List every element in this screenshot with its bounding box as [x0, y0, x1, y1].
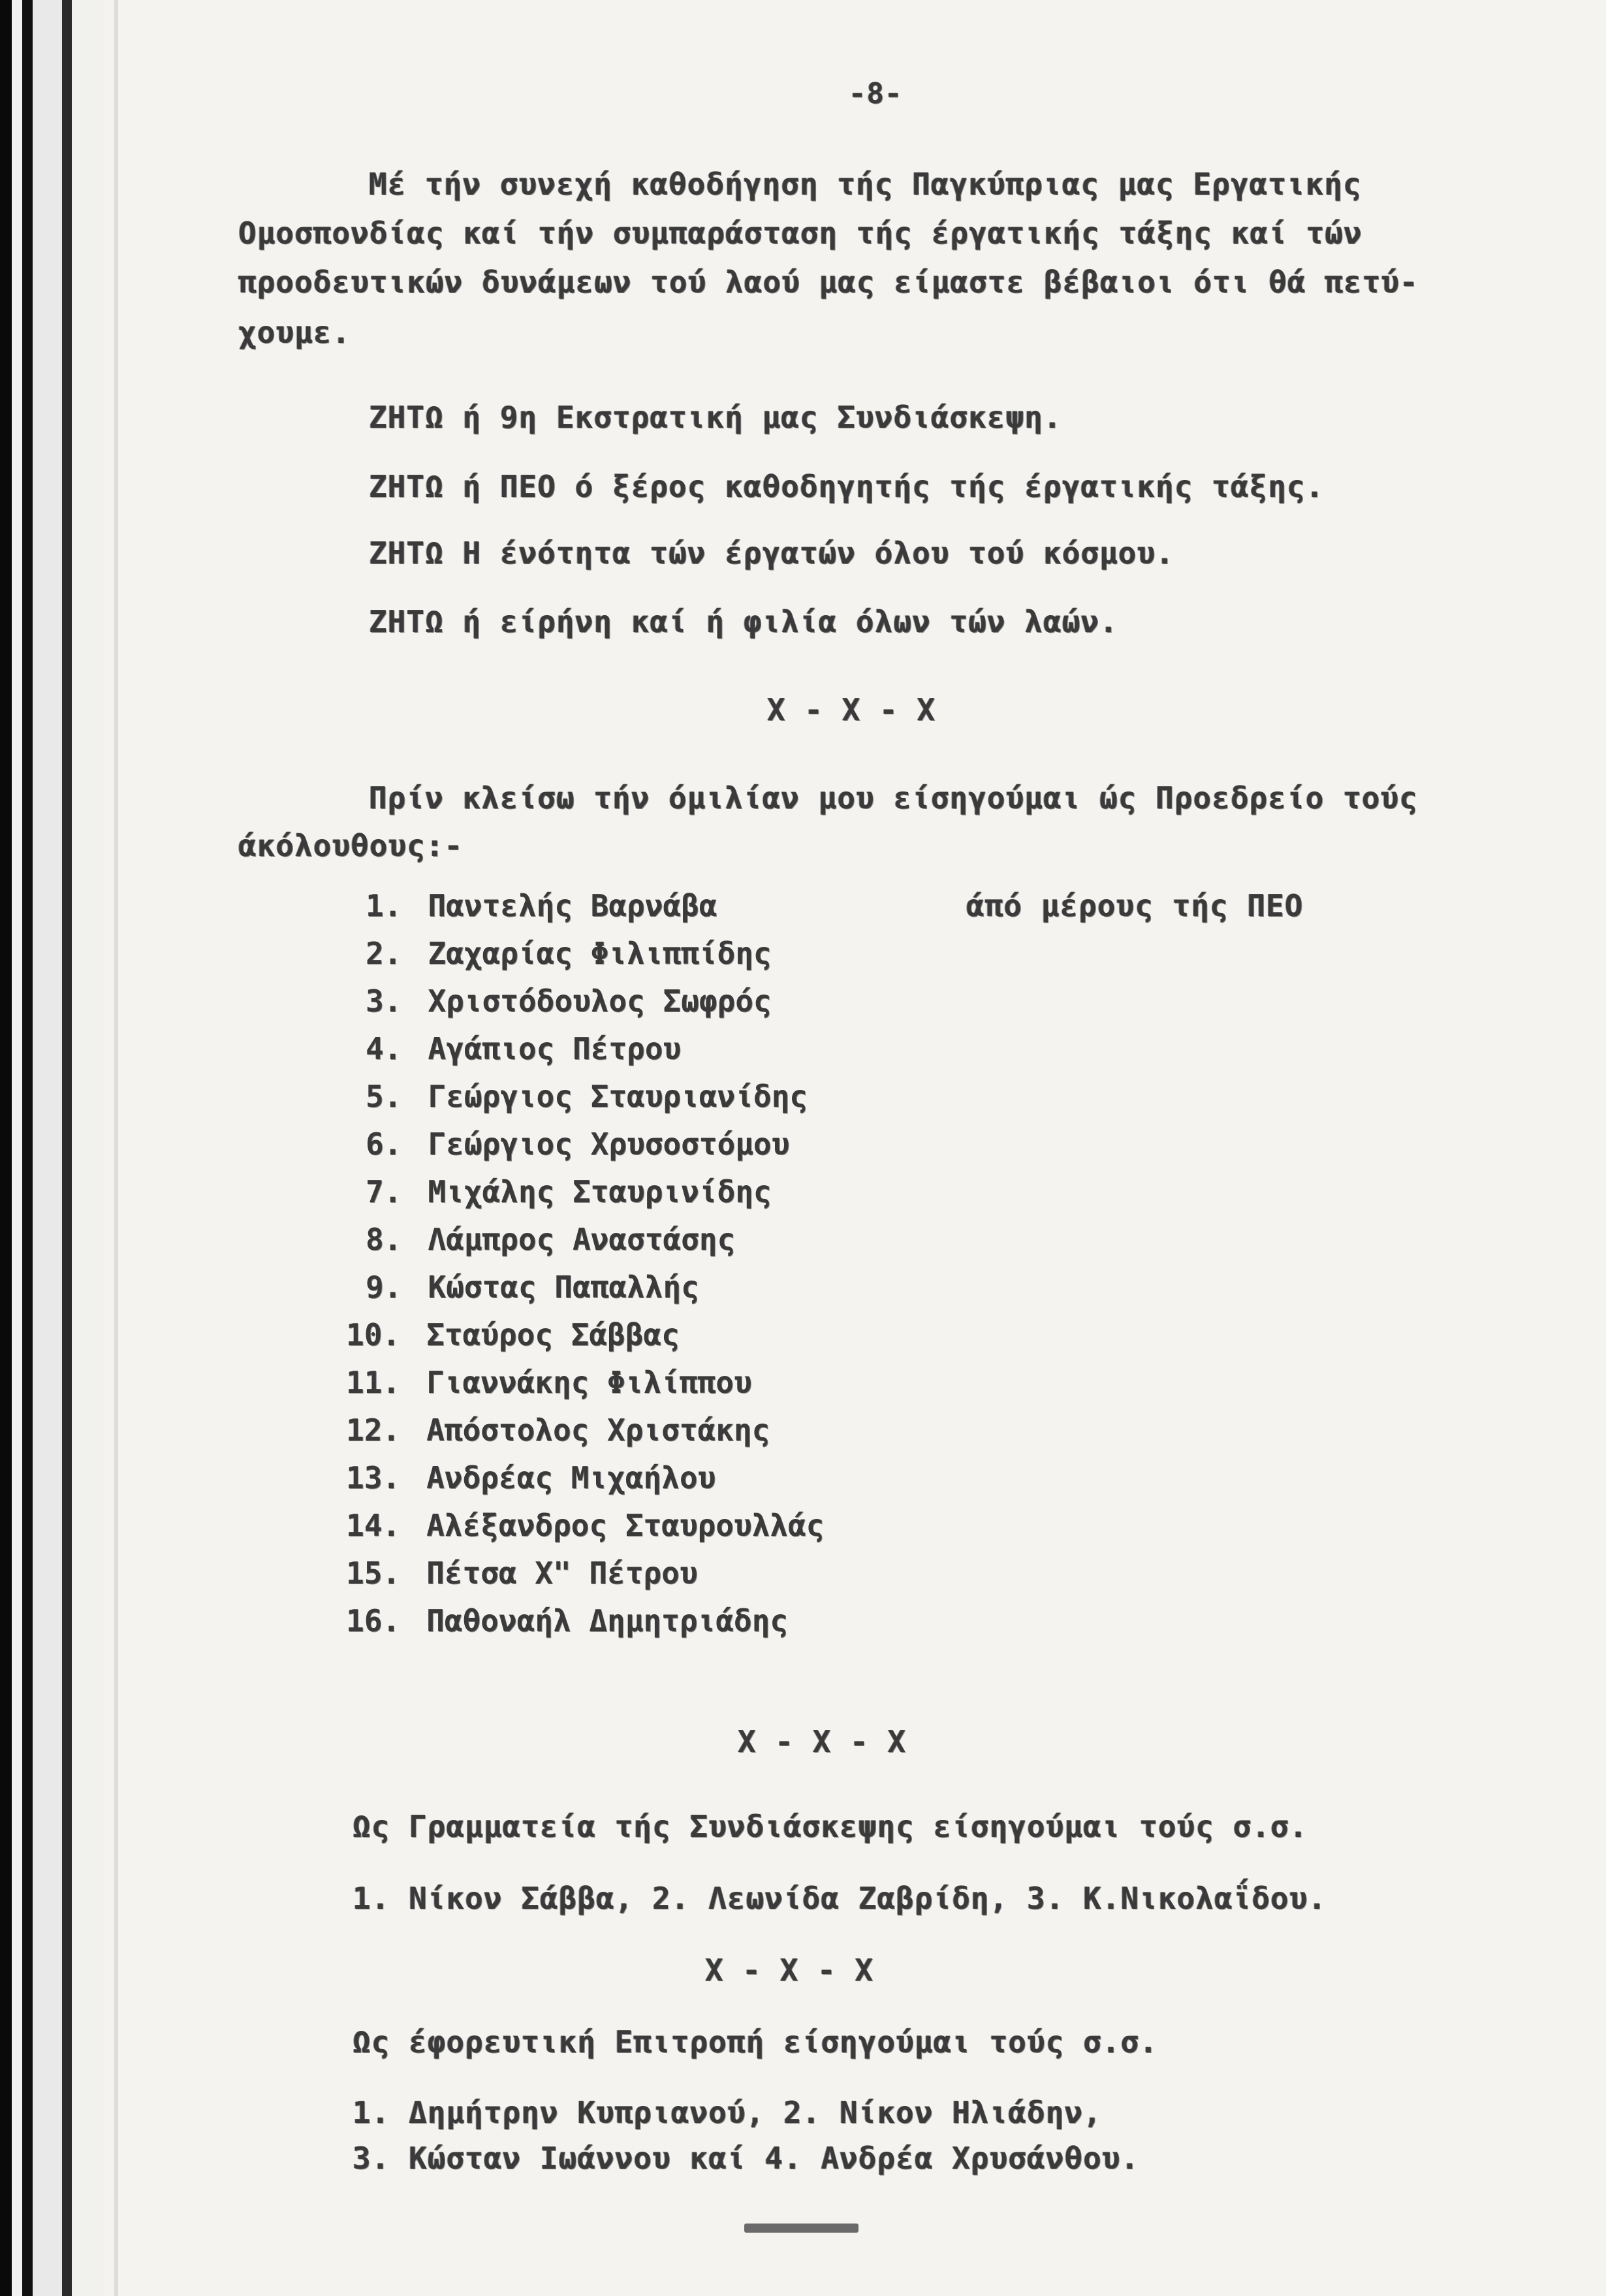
list-item: 14. Αλέξανδρος Σταυρουλλάς — [346, 1508, 825, 1543]
auditing-members-line-2: 3. Κώσταν Ιωάννου καί 4. Ανδρέα Χρυσάνθου. — [353, 2141, 1140, 2176]
list-item: 8. Λάμπρος Αναστάσης — [366, 1222, 736, 1257]
secretariat-intro: Ως Γραμματεία τής Συνδιάσκεψης είσηγούμαι τούς σ.σ. — [353, 1809, 1308, 1844]
separator-2: Χ - Χ - Χ — [738, 1724, 907, 1759]
list-item: 7. Μιχάλης Σταυρινίδης — [366, 1174, 772, 1209]
slogan-3: ΖΗΤΩ Η ένότητα τών έργατών όλου τού κόσμου. — [369, 535, 1174, 571]
list-item: 1. Παντελής Βαρνάβα — [366, 888, 717, 923]
presidium-intro-line-2: άκόλουθους:- — [238, 828, 464, 863]
presidium-intro-line-1: Πρίν κλείσω τήν όμιλίαν μου είσηγούμαι ώς Προεδρείο τούς — [369, 780, 1418, 816]
list-item: 3. Χριστόδουλος Σωφρός — [366, 983, 772, 1019]
end-rule — [744, 2224, 858, 2233]
list-item: 4. Αγάπιος Πέτρου — [366, 1031, 682, 1066]
secretariat-members: 1. Νίκον Σάββα, 2. Λεωνίδα Ζαβρίδη, 3. Κ.Νικολαΐδου. — [353, 1881, 1327, 1916]
list-item: 6. Γεώργιος Χρυσοστόμου — [366, 1126, 790, 1162]
list-item: 10. Σταύρος Σάββας — [346, 1317, 680, 1352]
slogan-2: ΖΗΤΩ ή ΠΕΟ ό ξέρος καθοδηγητής τής έργατικής τάξης. — [369, 469, 1325, 504]
list-item: 16. Παθοναήλ Δημητριάδης — [346, 1603, 788, 1638]
list-item: 2. Ζαχαρίας Φιλιππίδης — [366, 936, 772, 971]
list-item: 13. Ανδρέας Μιχαήλου — [346, 1460, 716, 1495]
intro-line-4: χουμε. — [238, 315, 351, 350]
separator-3: Χ - Χ - Χ — [705, 1953, 874, 1988]
slogan-1: ΖΗΤΩ ή 9η Εκστρατική μας Συνδιάσκεψη. — [369, 400, 1062, 435]
intro-line-3: προοδευτικών δυνάμεων τού λαού μας είμαστε βέβαιοι ότι θά πετύ- — [238, 264, 1419, 300]
list-item: 11. Γιαννάκης Φιλίππου — [346, 1365, 752, 1400]
list-item: 15. Πέτσα Χ" Πέτρου — [346, 1555, 698, 1591]
auditing-members-line-1: 1. Δημήτρην Κυπριανού, 2. Νίκον Ηλιάδην, — [353, 2095, 1102, 2130]
list-item: 5. Γεώργιος Σταυριανίδης — [366, 1079, 808, 1114]
intro-line-2: Ομοσπονδίας καί τήν συμπαράσταση τής έργατικής τάξης καί τών — [238, 215, 1362, 251]
list-item: 12. Απόστολος Χριστάκης — [346, 1412, 770, 1448]
page-number: -8- — [849, 77, 903, 110]
intro-line-1: Μέ τήν συνεχή καθοδήγηση τής Παγκύπριας μας Εργατικής — [369, 167, 1362, 202]
slogan-4: ΖΗΤΩ ή είρήνη καί ή φιλία όλων τών λαών. — [369, 604, 1118, 639]
separator-1: Χ - Χ - Χ — [767, 692, 936, 727]
presidium-note: άπό μέρους τής ΠΕΟ — [966, 888, 1304, 923]
auditing-intro: Ως έφορευτική Επιτροπή είσηγούμαι τούς σ.σ. — [353, 2024, 1158, 2060]
list-item: 9. Κώστας Παπαλλής — [366, 1269, 699, 1305]
